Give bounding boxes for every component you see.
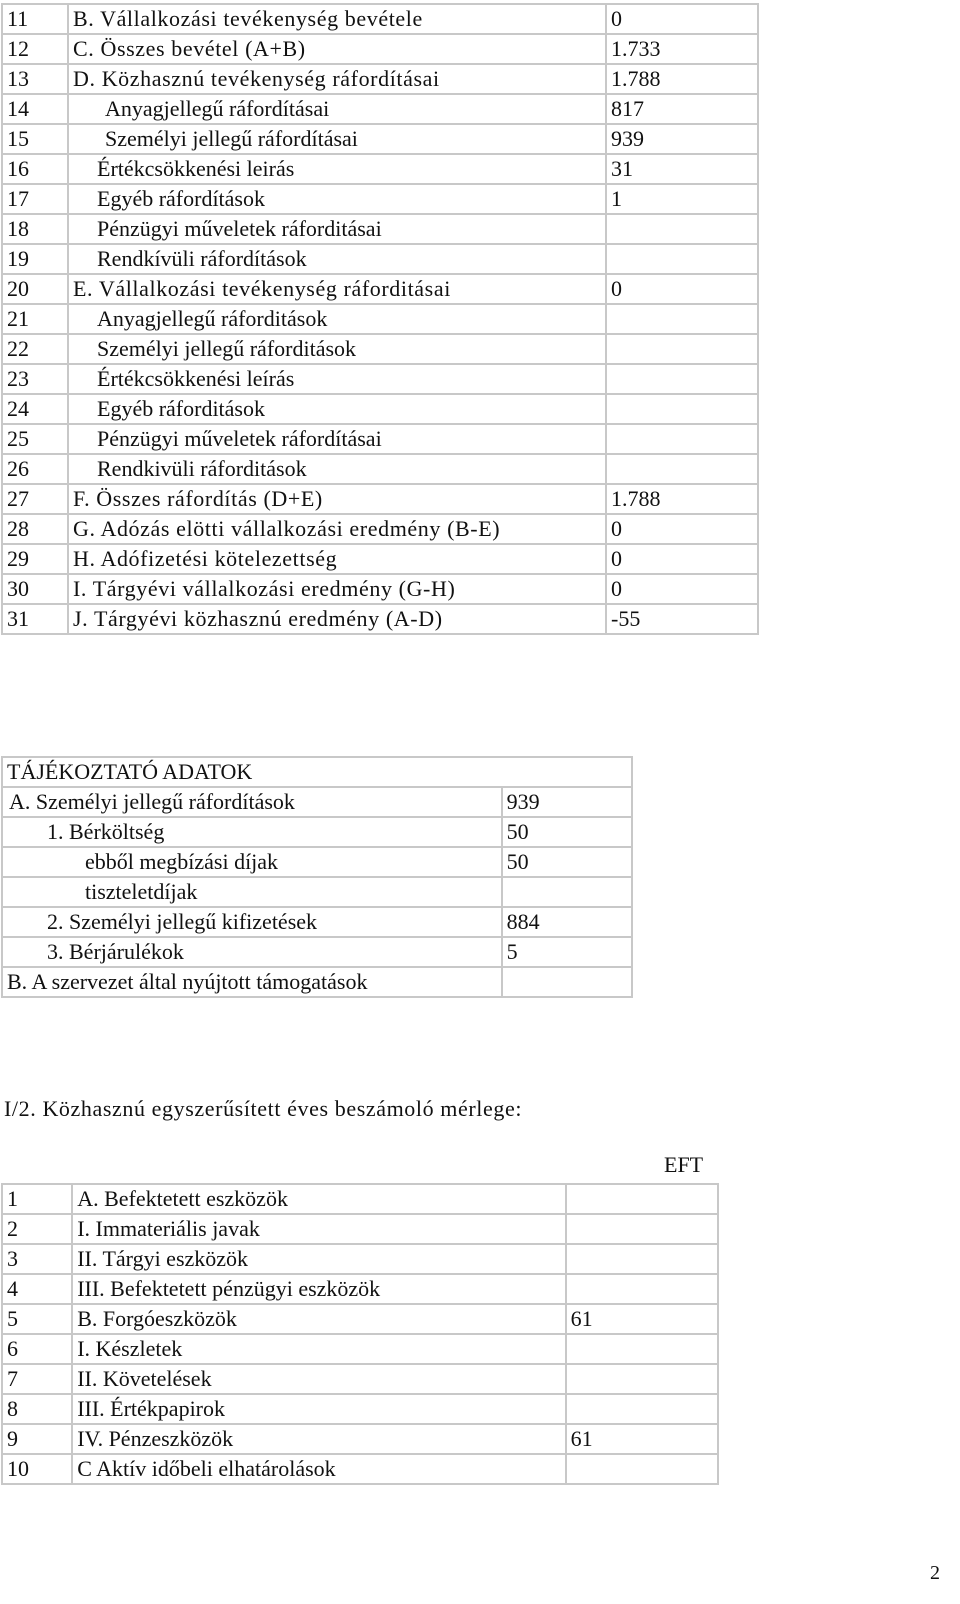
row-number: 19 [2, 244, 68, 274]
balance-row [2, 1334, 718, 1364]
row-label: B. Vállalkozási tevékenység bevétele [68, 4, 606, 34]
balance-value [566, 1454, 718, 1484]
row-number: 22 [2, 334, 68, 364]
balance-value [566, 1244, 718, 1274]
row-value: 0 [606, 274, 758, 304]
row-value: 0 [606, 544, 758, 574]
balance-number: 2 [2, 1214, 72, 1244]
balance-value [566, 1184, 718, 1214]
row-value: 0 [606, 574, 758, 604]
results-row [2, 334, 758, 364]
balance-label: I. Készletek [72, 1334, 565, 1364]
info-row [2, 907, 632, 937]
row-label: Értékcsökkenési leírás [68, 364, 606, 394]
row-label: Értékcsökkenési leirás [68, 154, 606, 184]
info-title: TÁJÉKOZTATÓ ADATOK [2, 757, 632, 787]
row-label: Anyagjellegű ráfordításai [68, 94, 606, 124]
row-number: 29 [2, 544, 68, 574]
row-label: Anyagjellegű ráforditások [68, 304, 606, 334]
row-value: -55 [606, 604, 758, 634]
balance-number: 9 [2, 1424, 72, 1454]
row-value [606, 334, 758, 364]
row-number: 11 [2, 4, 68, 34]
info-label: tiszteletdíjak [2, 877, 502, 907]
info-table-body [2, 757, 632, 997]
results-row [2, 124, 758, 154]
info-row [2, 847, 632, 877]
row-value: 1.788 [606, 64, 758, 94]
balance-row [2, 1244, 718, 1274]
info-title-row [2, 757, 632, 787]
row-label: D. Közhasznú tevékenység ráfordításai [68, 64, 606, 94]
info-value [502, 877, 632, 907]
row-number: 31 [2, 604, 68, 634]
balance-row [2, 1454, 718, 1484]
results-row [2, 304, 758, 334]
results-row [2, 214, 758, 244]
row-label: G. Adózás elötti vállalkozási eredmény (B-E) [68, 514, 606, 544]
balance-label: III. Értékpapirok [72, 1394, 565, 1424]
row-label: H. Adófizetési kötelezettség [68, 544, 606, 574]
balance-label: IV. Pénzeszközök [72, 1424, 565, 1454]
row-value: 31 [606, 154, 758, 184]
balance-value [566, 1274, 718, 1304]
section-heading: I/2. Közhasznú egyszerűsített éves beszámoló mérlege: [4, 1096, 523, 1121]
row-number: 15 [2, 124, 68, 154]
results-row [2, 574, 758, 604]
balance-table [1, 1183, 719, 1485]
balance-value [566, 1364, 718, 1394]
row-number: 27 [2, 484, 68, 514]
row-value: 939 [606, 124, 758, 154]
row-number: 18 [2, 214, 68, 244]
results-row [2, 454, 758, 484]
row-number: 16 [2, 154, 68, 184]
info-label: A. Személyi jellegű ráfordítások [2, 787, 502, 817]
balance-value [566, 1334, 718, 1364]
row-number: 12 [2, 34, 68, 64]
balance-number: 6 [2, 1334, 72, 1364]
info-value: 939 [502, 787, 632, 817]
results-row [2, 514, 758, 544]
balance-number: 7 [2, 1364, 72, 1394]
row-number: 24 [2, 394, 68, 424]
results-row [2, 4, 758, 34]
info-value [502, 967, 632, 997]
row-value: 1.733 [606, 34, 758, 64]
row-label: C. Összes bevétel (A+B) [68, 34, 606, 64]
balance-label: B. Forgóeszközök [72, 1304, 565, 1334]
row-label: Egyéb ráfordítások [68, 184, 606, 214]
results-row [2, 34, 758, 64]
balance-row [2, 1364, 718, 1394]
balance-label: II. Követelések [72, 1364, 565, 1394]
row-label: E. Vállalkozási tevékenység ráforditásai [68, 274, 606, 304]
results-row [2, 64, 758, 94]
row-value: 0 [606, 4, 758, 34]
results-row [2, 274, 758, 304]
results-row [2, 94, 758, 124]
info-row [2, 817, 632, 847]
results-row [2, 544, 758, 574]
info-label: 3. Bérjárulékok [2, 937, 502, 967]
row-value: 817 [606, 94, 758, 124]
results-row [2, 484, 758, 514]
row-value [606, 214, 758, 244]
info-value: 50 [502, 847, 632, 877]
balance-number: 10 [2, 1454, 72, 1484]
results-table-body [2, 4, 758, 634]
results-row [2, 394, 758, 424]
balance-label: II. Tárgyi eszközök [72, 1244, 565, 1274]
results-row [2, 184, 758, 214]
row-label: Pénzügyi műveletek ráfordításai [68, 424, 606, 454]
row-label: Egyéb ráforditások [68, 394, 606, 424]
info-value: 884 [502, 907, 632, 937]
balance-row [2, 1274, 718, 1304]
info-label: ebből megbízási díjak [2, 847, 502, 877]
balance-number: 8 [2, 1394, 72, 1424]
info-value: 50 [502, 817, 632, 847]
balance-value [566, 1394, 718, 1424]
row-number: 26 [2, 454, 68, 484]
row-number: 28 [2, 514, 68, 544]
balance-row [2, 1214, 718, 1244]
row-label: Személyi jellegű ráforditások [68, 334, 606, 364]
row-number: 23 [2, 364, 68, 394]
row-label: F. Összes ráfordítás (D+E) [68, 484, 606, 514]
balance-number: 3 [2, 1244, 72, 1274]
results-row [2, 424, 758, 454]
balance-row [2, 1394, 718, 1424]
results-row [2, 604, 758, 634]
info-value: 5 [502, 937, 632, 967]
balance-row [2, 1424, 718, 1454]
balance-number: 1 [2, 1184, 72, 1214]
results-row [2, 364, 758, 394]
info-label: 1. Bérköltség [2, 817, 502, 847]
row-label: I. Tárgyévi vállalkozási eredmény (G-H) [68, 574, 606, 604]
info-row [2, 937, 632, 967]
row-number: 21 [2, 304, 68, 334]
info-table [1, 756, 633, 998]
balance-table-body [2, 1184, 718, 1484]
row-value [606, 304, 758, 334]
info-row [2, 967, 632, 997]
row-value [606, 424, 758, 454]
row-number: 30 [2, 574, 68, 604]
row-label: Rendkivüli ráforditások [68, 454, 606, 484]
row-label: J. Tárgyévi közhasznú eredmény (A-D) [68, 604, 606, 634]
row-value [606, 394, 758, 424]
balance-value [566, 1214, 718, 1244]
balance-row [2, 1304, 718, 1334]
row-label: Rendkívüli ráfordítások [68, 244, 606, 274]
row-value: 0 [606, 514, 758, 544]
balance-value: 61 [566, 1424, 718, 1454]
balance-number: 4 [2, 1274, 72, 1304]
results-row [2, 244, 758, 274]
info-row [2, 787, 632, 817]
unit-label: EFT [664, 1152, 704, 1177]
info-label: B. A szervezet által nyújtott támogatások [2, 967, 502, 997]
balance-label: I. Immateriális javak [72, 1214, 565, 1244]
results-table [1, 3, 759, 635]
row-number: 20 [2, 274, 68, 304]
balance-number: 5 [2, 1304, 72, 1334]
row-number: 25 [2, 424, 68, 454]
info-row [2, 877, 632, 907]
row-number: 17 [2, 184, 68, 214]
row-value [606, 454, 758, 484]
row-label: Személyi jellegű ráfordításai [68, 124, 606, 154]
balance-label: A. Befektetett eszközök [72, 1184, 565, 1214]
page-number: 2 [930, 1562, 940, 1584]
balance-row [2, 1184, 718, 1214]
balance-label: C Aktív időbeli elhatárolások [72, 1454, 565, 1484]
row-value [606, 244, 758, 274]
row-value [606, 364, 758, 394]
results-row [2, 154, 758, 184]
info-label: 2. Személyi jellegű kifizetések [2, 907, 502, 937]
row-value: 1.788 [606, 484, 758, 514]
balance-value: 61 [566, 1304, 718, 1334]
row-number: 14 [2, 94, 68, 124]
row-value: 1 [606, 184, 758, 214]
row-label: Pénzügyi műveletek ráforditásai [68, 214, 606, 244]
row-number: 13 [2, 64, 68, 94]
balance-label: III. Befektetett pénzügyi eszközök [72, 1274, 565, 1304]
